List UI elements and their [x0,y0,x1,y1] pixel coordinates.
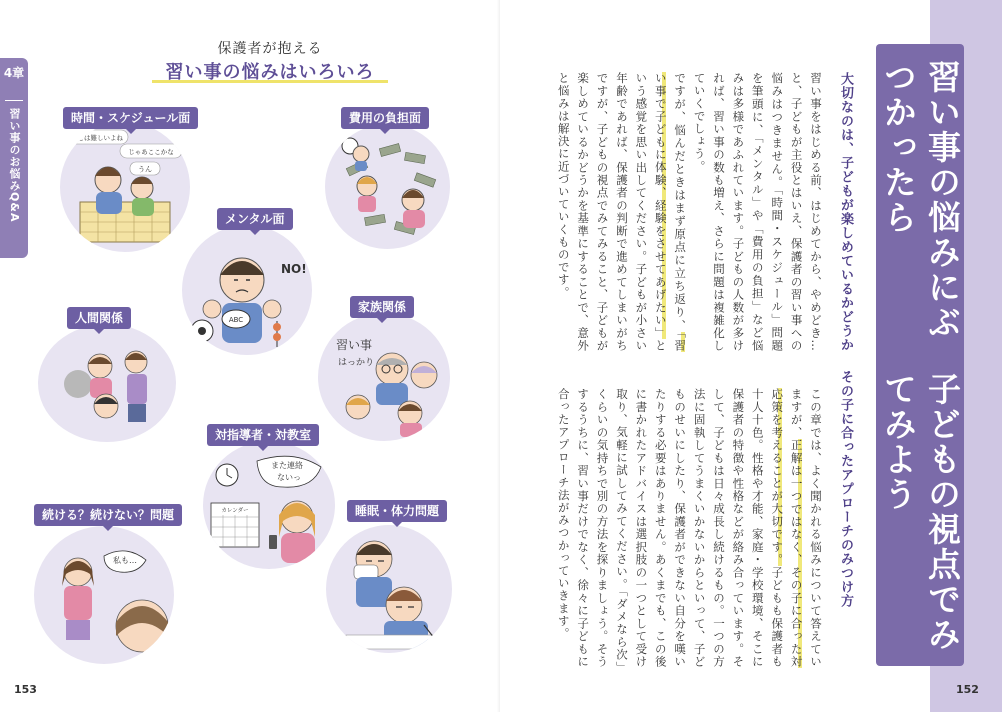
section2-paragraph-1b: 子どもも保護者も十人十色。性格や才能、家庭・学校環境、そこに保護者の特徴や性格などが絡み合っています。そして、子どもは日々成長し続けるもの。一つの方法に固執してうまくいかないからといって、子どものせいにしたり、保護者ができない自分を嘆いたりする必要はありません。あくまでも、この後に書かれたアドバイスは選択肢の一つとして受け取り、気軽に試してみてください。「ダメなら次」くらいの気持ちで別の方法を探りましょう。そうするうちに、習い事だけでなく、徐々に子どもに合ったアプローチ法がみつかっていきます。 [556,388,785,668]
speech-text: NO! [281,262,307,276]
speech-text: じゃあここかな [128,148,174,156]
children-whispering-illustration [38,324,176,442]
parent-child-calendar-illustration [60,122,190,252]
section2-heading: その子に合ったアプローチのみつけ方 [838,370,853,608]
section1-paragraph-1: 習い事をはじめる前、はじめてから、やめどき…と、子どもが主役とはいえ、保護者の習い事への悩みはつきません。「時間・スケジュール」問題を筆頭に、「メンタル」や「費用の負担」など悩みは多様であふれています。子どもの人数が多ければ、習い事の数も増え、さらに問題は複雑化していくでしょう。 [692,72,823,352]
page-number-left: 153 [14,683,37,696]
section1-heading: 大切なのは、子どもが楽しめているかどうか [838,72,853,352]
intro-text: 保護者が抱える [217,41,323,57]
chapter-number: 4章 [3,66,25,80]
bubble-instructor [203,441,335,569]
label-family: 家族関係 [350,296,414,318]
mother-daughter-illustration [34,526,174,664]
section2-body [555,388,825,668]
chapter-name: 習い事のお悩みQ&A [8,108,21,223]
label-sleep: 睡眠・体力問題 [347,500,447,522]
section1-highlight: 「習い事で子どもに体験、経験をさせてあげたい」 [653,72,688,352]
chapter-divider [5,100,23,101]
title-line-2: 子どもの視点でみてみよう [879,372,962,652]
label-cost: 費用の負担面 [341,107,429,129]
section2-paragraph-1a: この章では、よく聞かれる悩みについて答えていますが、 [789,388,823,668]
speech-text: ここは難しいよね [71,134,123,142]
speech-text: また連絡 [271,461,303,470]
speech-text: ないっ [277,473,301,482]
bubble-family [318,313,450,441]
speech-text: うん [138,165,152,174]
left-page [0,0,500,712]
speech-text: ABC [228,316,244,324]
right-page-title [876,60,964,660]
refusing-child-illustration [182,225,312,355]
section1-paragraph-2b: という感覚を思い出してください。子どもが小さい年齢であれば、保護者の判断で進めてしまいがちですが、子どもの視点でみてみること、子どもが楽しめているかどうかを基準にすることで、意外と悩みは解決に近づいていくものです。 [556,72,668,352]
page-title: 習い事の悩みはいろいろ [165,62,375,83]
family-debate-illustration [318,313,450,441]
title-line-1: 習い事の悩みにぶつかったら [879,60,962,340]
speech-text: 習い事 [336,338,373,352]
label-mental: メンタル面 [217,208,293,230]
section1-body [555,72,825,352]
bubble-relationships [38,324,176,442]
section2-highlight: 正解は一つではなく、その子に合った対応策を考えることが大切です。 [770,388,804,668]
speech-text: 私も… [113,556,137,565]
label-continue: 続ける？続けない？問題 [34,504,182,526]
waiting-for-contact-illustration [203,441,335,569]
speech-text: はっかり [338,358,375,368]
section1-paragraph-2a: ですが、悩んだときはまず原点に立ち返り、 [673,72,688,333]
label-relationships: 人間関係 [67,307,131,329]
bubble-time-schedule [60,122,190,252]
bubble-mental [182,225,312,355]
bubble-continue [34,526,174,664]
page-number-right: 152 [956,683,979,696]
label-time-schedule: 時間・スケジュール面 [63,107,198,129]
bubble-cost [325,124,450,249]
bubble-sleep [326,525,452,653]
tired-children-illustration [326,525,452,653]
speech-text: カレンダー [221,508,249,514]
label-instructor: 対指導者・対教室 [207,424,319,446]
running-family-money-illustration [325,124,450,249]
